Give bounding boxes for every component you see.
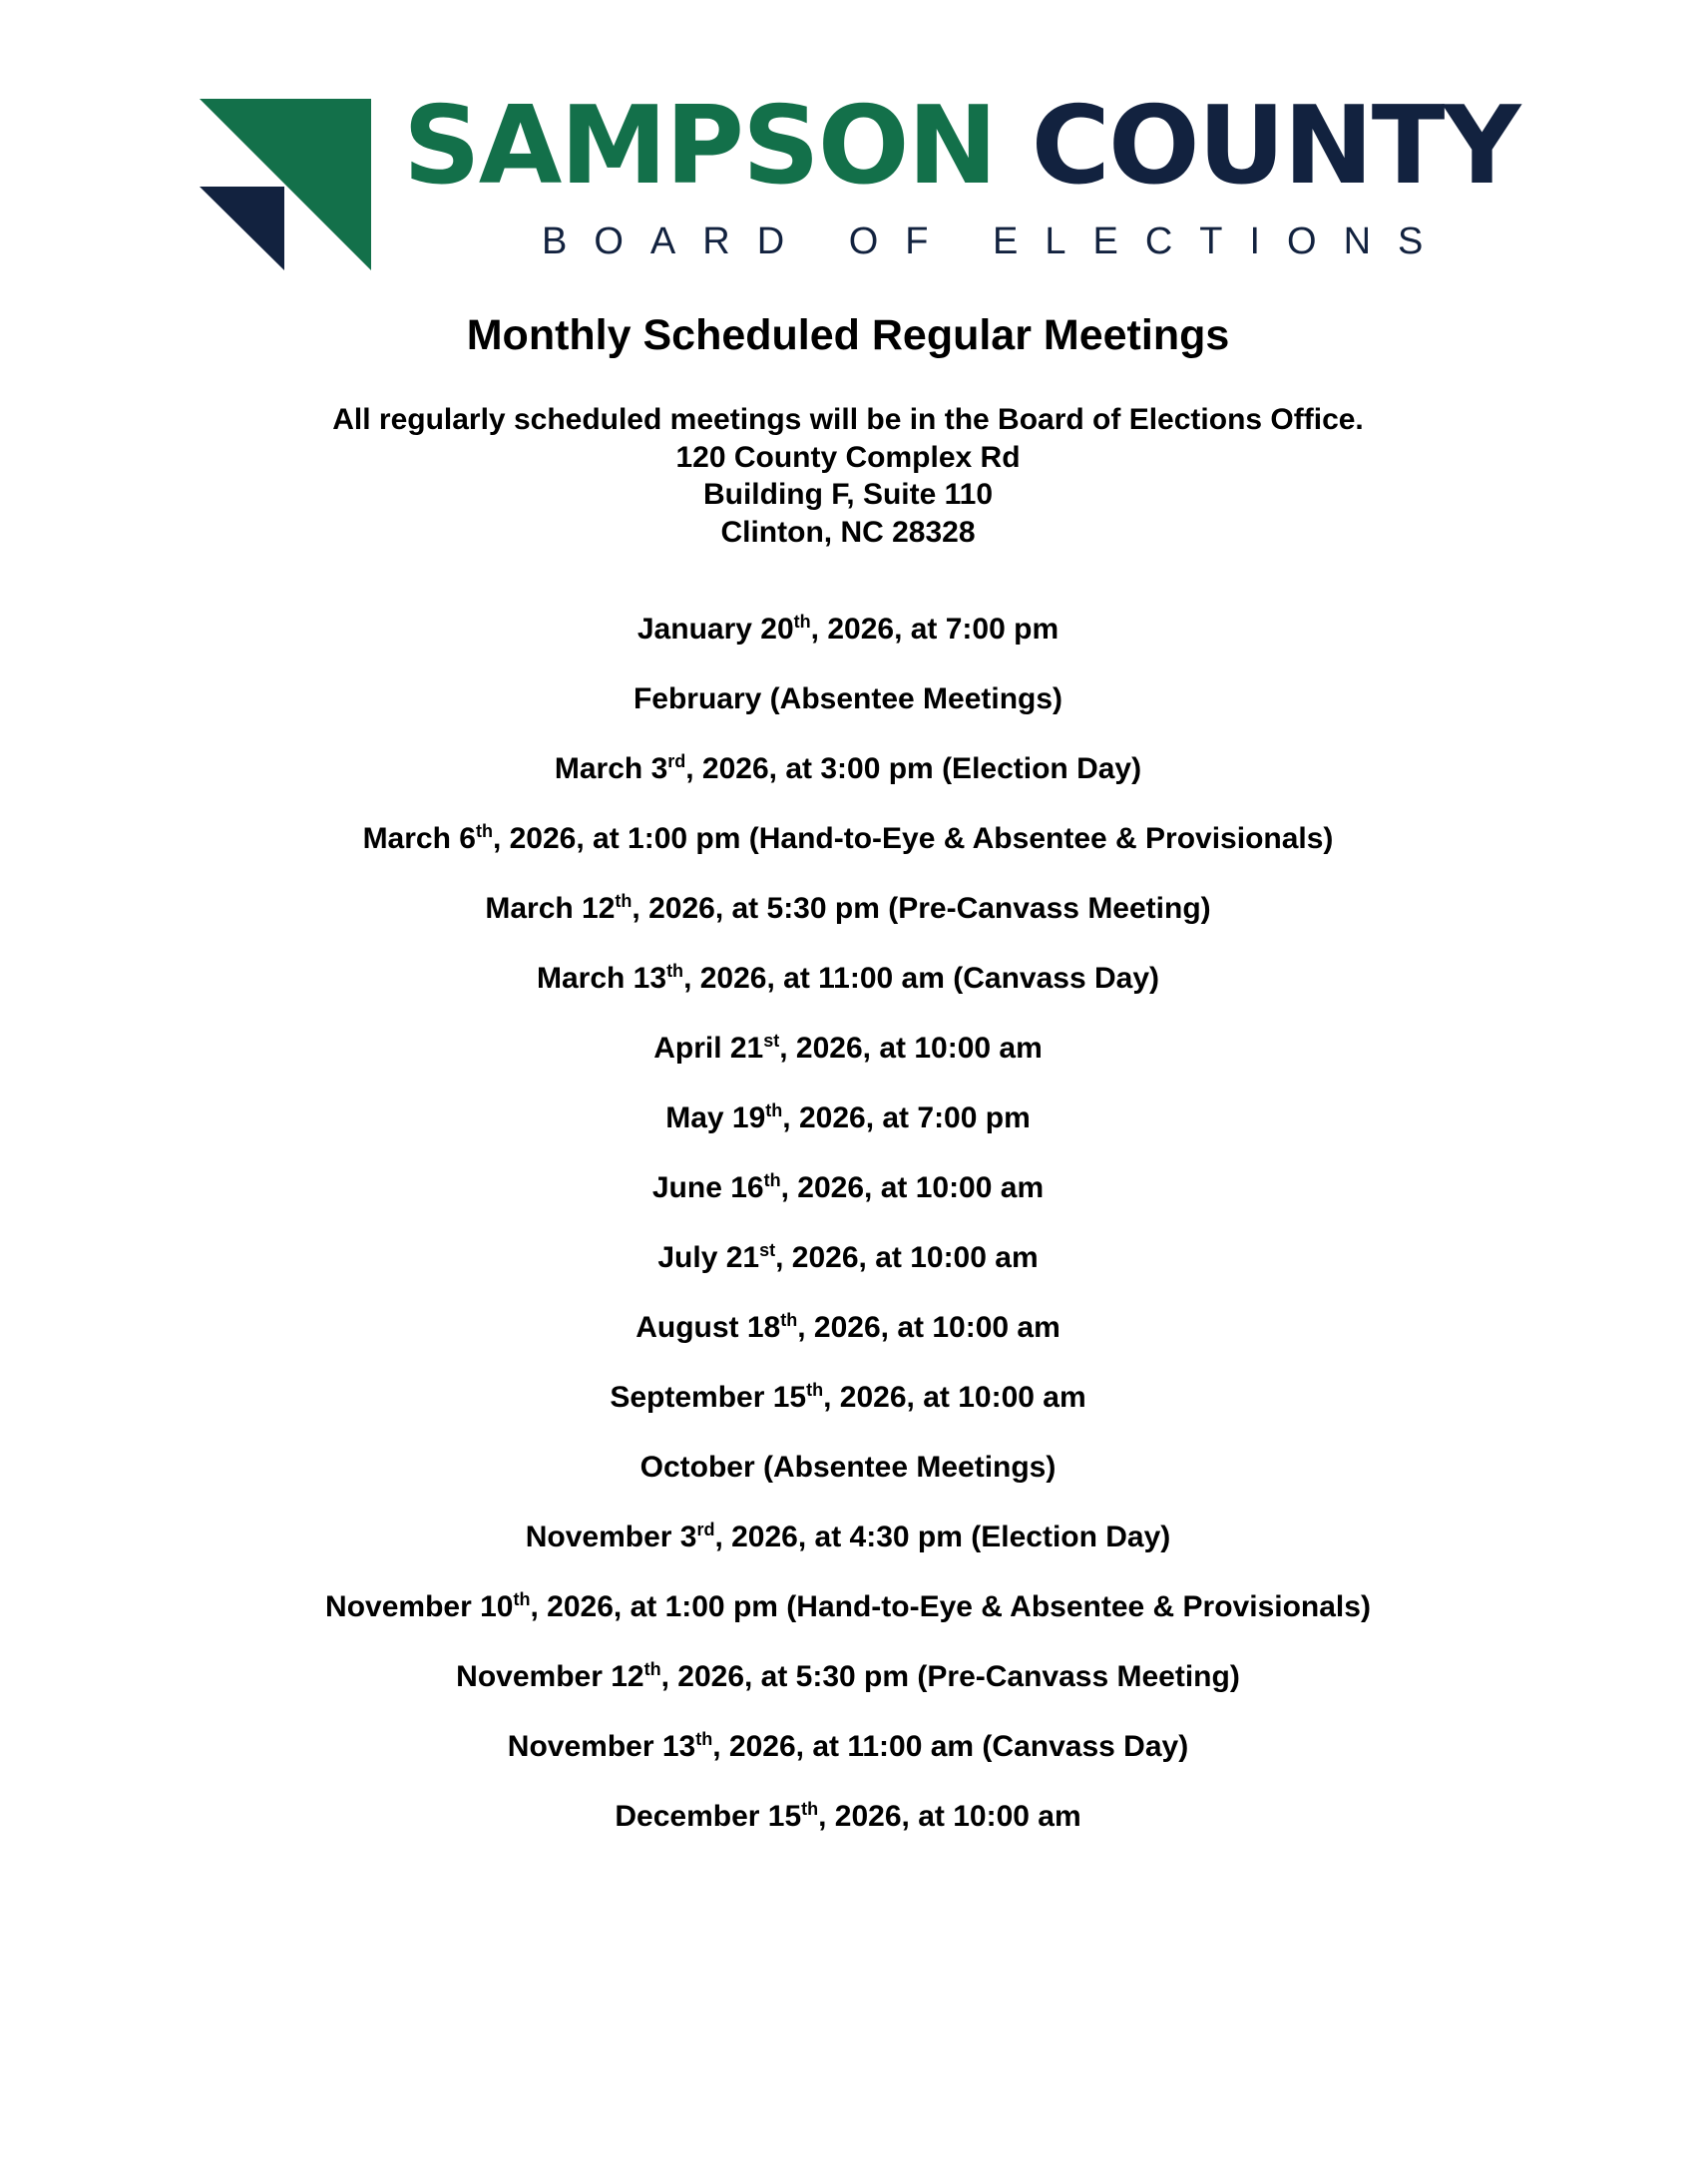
meeting-item [0, 1378, 1696, 1448]
meeting-location [0, 401, 1696, 551]
meeting-schedule-list [0, 610, 1696, 1867]
meeting-date-ordinal: th [780, 1310, 798, 1330]
meeting-item [0, 1238, 1696, 1308]
meeting-details: , 2026, at 5:30 pm (Pre-Canvass Meeting) [660, 1660, 1240, 1693]
meeting-date-ordinal: th [806, 1380, 824, 1400]
meeting-date-ordinal: th [793, 612, 811, 632]
meeting-item [0, 1029, 1696, 1098]
meeting-date: March 13 [536, 962, 667, 995]
meeting-date: November 3 [525, 1521, 697, 1553]
meeting-date: November 13 [507, 1730, 696, 1763]
meeting-date: March 12 [485, 892, 616, 925]
meeting-details: , 2026, at 10:00 am [775, 1241, 1039, 1274]
brand-subtitle: BOARD OF ELECTIONS [542, 220, 1451, 262]
meeting-date: December 15 [615, 1800, 802, 1833]
meeting-item [0, 1797, 1696, 1867]
meeting-details: , 2026, at 11:00 am (Canvass Day) [683, 962, 1160, 995]
brand-wordmark [403, 84, 1519, 209]
meeting-item [0, 1308, 1696, 1378]
page-title: Monthly Scheduled Regular Meetings [466, 311, 1230, 359]
meeting-date-ordinal: rd [667, 751, 686, 771]
meeting-item [0, 1587, 1696, 1657]
meeting-date-ordinal: th [513, 1589, 531, 1609]
meeting-date-ordinal: th [643, 1659, 661, 1679]
meeting-date-ordinal: st [763, 1031, 780, 1051]
meeting-details: , 2026, at 3:00 pm (Election Day) [685, 752, 1142, 785]
location-intro: All regularly scheduled meetings will be in the Board of Elections Office. [332, 403, 1364, 436]
meeting-date-ordinal: rd [696, 1520, 715, 1539]
meeting-date: June 16 [651, 1171, 764, 1204]
logo-green-triangle [200, 99, 371, 270]
location-building: Building F, Suite 110 [702, 478, 994, 511]
meeting-details: , 2026, at 4:30 pm (Election Day) [714, 1521, 1171, 1553]
meeting-date: September 15 [610, 1381, 807, 1414]
meeting-date-ordinal: th [475, 821, 493, 841]
meeting-date: March 3 [554, 752, 668, 785]
meeting-item [0, 610, 1696, 679]
meeting-item [0, 1168, 1696, 1238]
meeting-date: November 10 [325, 1590, 514, 1623]
meeting-date-ordinal: th [695, 1729, 713, 1749]
meeting-date-ordinal: th [763, 1170, 781, 1190]
meeting-details: , 2026, at 1:00 pm (Hand-to-Eye & Absentee & Provisionals) [492, 822, 1334, 855]
meeting-item [0, 1727, 1696, 1797]
meeting-item [0, 889, 1696, 959]
meeting-details: , 2026, at 7:00 pm [782, 1101, 1031, 1134]
logo-navy-triangle [200, 187, 284, 270]
meeting-date: February (Absentee Meetings) [633, 682, 1063, 715]
meeting-item [0, 959, 1696, 1029]
meeting-details: , 2026, at 10:00 am [779, 1032, 1043, 1065]
meeting-item [0, 1518, 1696, 1587]
meeting-date: August 18 [636, 1311, 781, 1344]
meeting-details: , 2026, at 10:00 am [797, 1311, 1060, 1344]
sampson-county-logo-icon [200, 99, 371, 270]
meeting-details: , 2026, at 5:30 pm (Pre-Canvass Meeting) [632, 892, 1211, 925]
meeting-date: January 20 [636, 613, 794, 646]
location-street: 120 County Complex Rd [675, 440, 1021, 474]
meeting-date-ordinal: th [765, 1100, 783, 1120]
location-city: Clinton, NC 28328 [720, 515, 976, 549]
meeting-date: May 19 [665, 1101, 766, 1134]
meeting-date-ordinal: st [759, 1240, 776, 1260]
meeting-date-ordinal: th [666, 961, 684, 981]
meeting-item [0, 749, 1696, 819]
meeting-date-ordinal: th [615, 891, 633, 911]
meeting-item [0, 1448, 1696, 1518]
brand-word-sampson: SAMPSON [403, 84, 996, 209]
meeting-date: November 12 [456, 1660, 644, 1693]
meeting-item [0, 679, 1696, 749]
meeting-details: , 2026, at 10:00 am [818, 1800, 1081, 1833]
meeting-date: March 6 [362, 822, 476, 855]
meeting-details: , 2026, at 11:00 am (Canvass Day) [712, 1730, 1189, 1763]
meeting-date: April 21 [653, 1032, 764, 1065]
brand-word-county: COUNTY [1031, 84, 1519, 209]
meeting-date-ordinal: th [801, 1799, 819, 1819]
meeting-item [0, 819, 1696, 889]
meeting-details: , 2026, at 10:00 am [780, 1171, 1045, 1204]
meeting-date: July 21 [657, 1241, 760, 1274]
meeting-item [0, 1098, 1696, 1168]
meeting-details: , 2026, at 7:00 pm [810, 613, 1060, 646]
meeting-details: , 2026, at 10:00 am [823, 1381, 1086, 1414]
meeting-date: October (Absentee Meetings) [639, 1451, 1057, 1484]
meeting-details: , 2026, at 1:00 pm (Hand-to-Eye & Absentee & Provisionals) [530, 1590, 1371, 1623]
meeting-item [0, 1657, 1696, 1727]
